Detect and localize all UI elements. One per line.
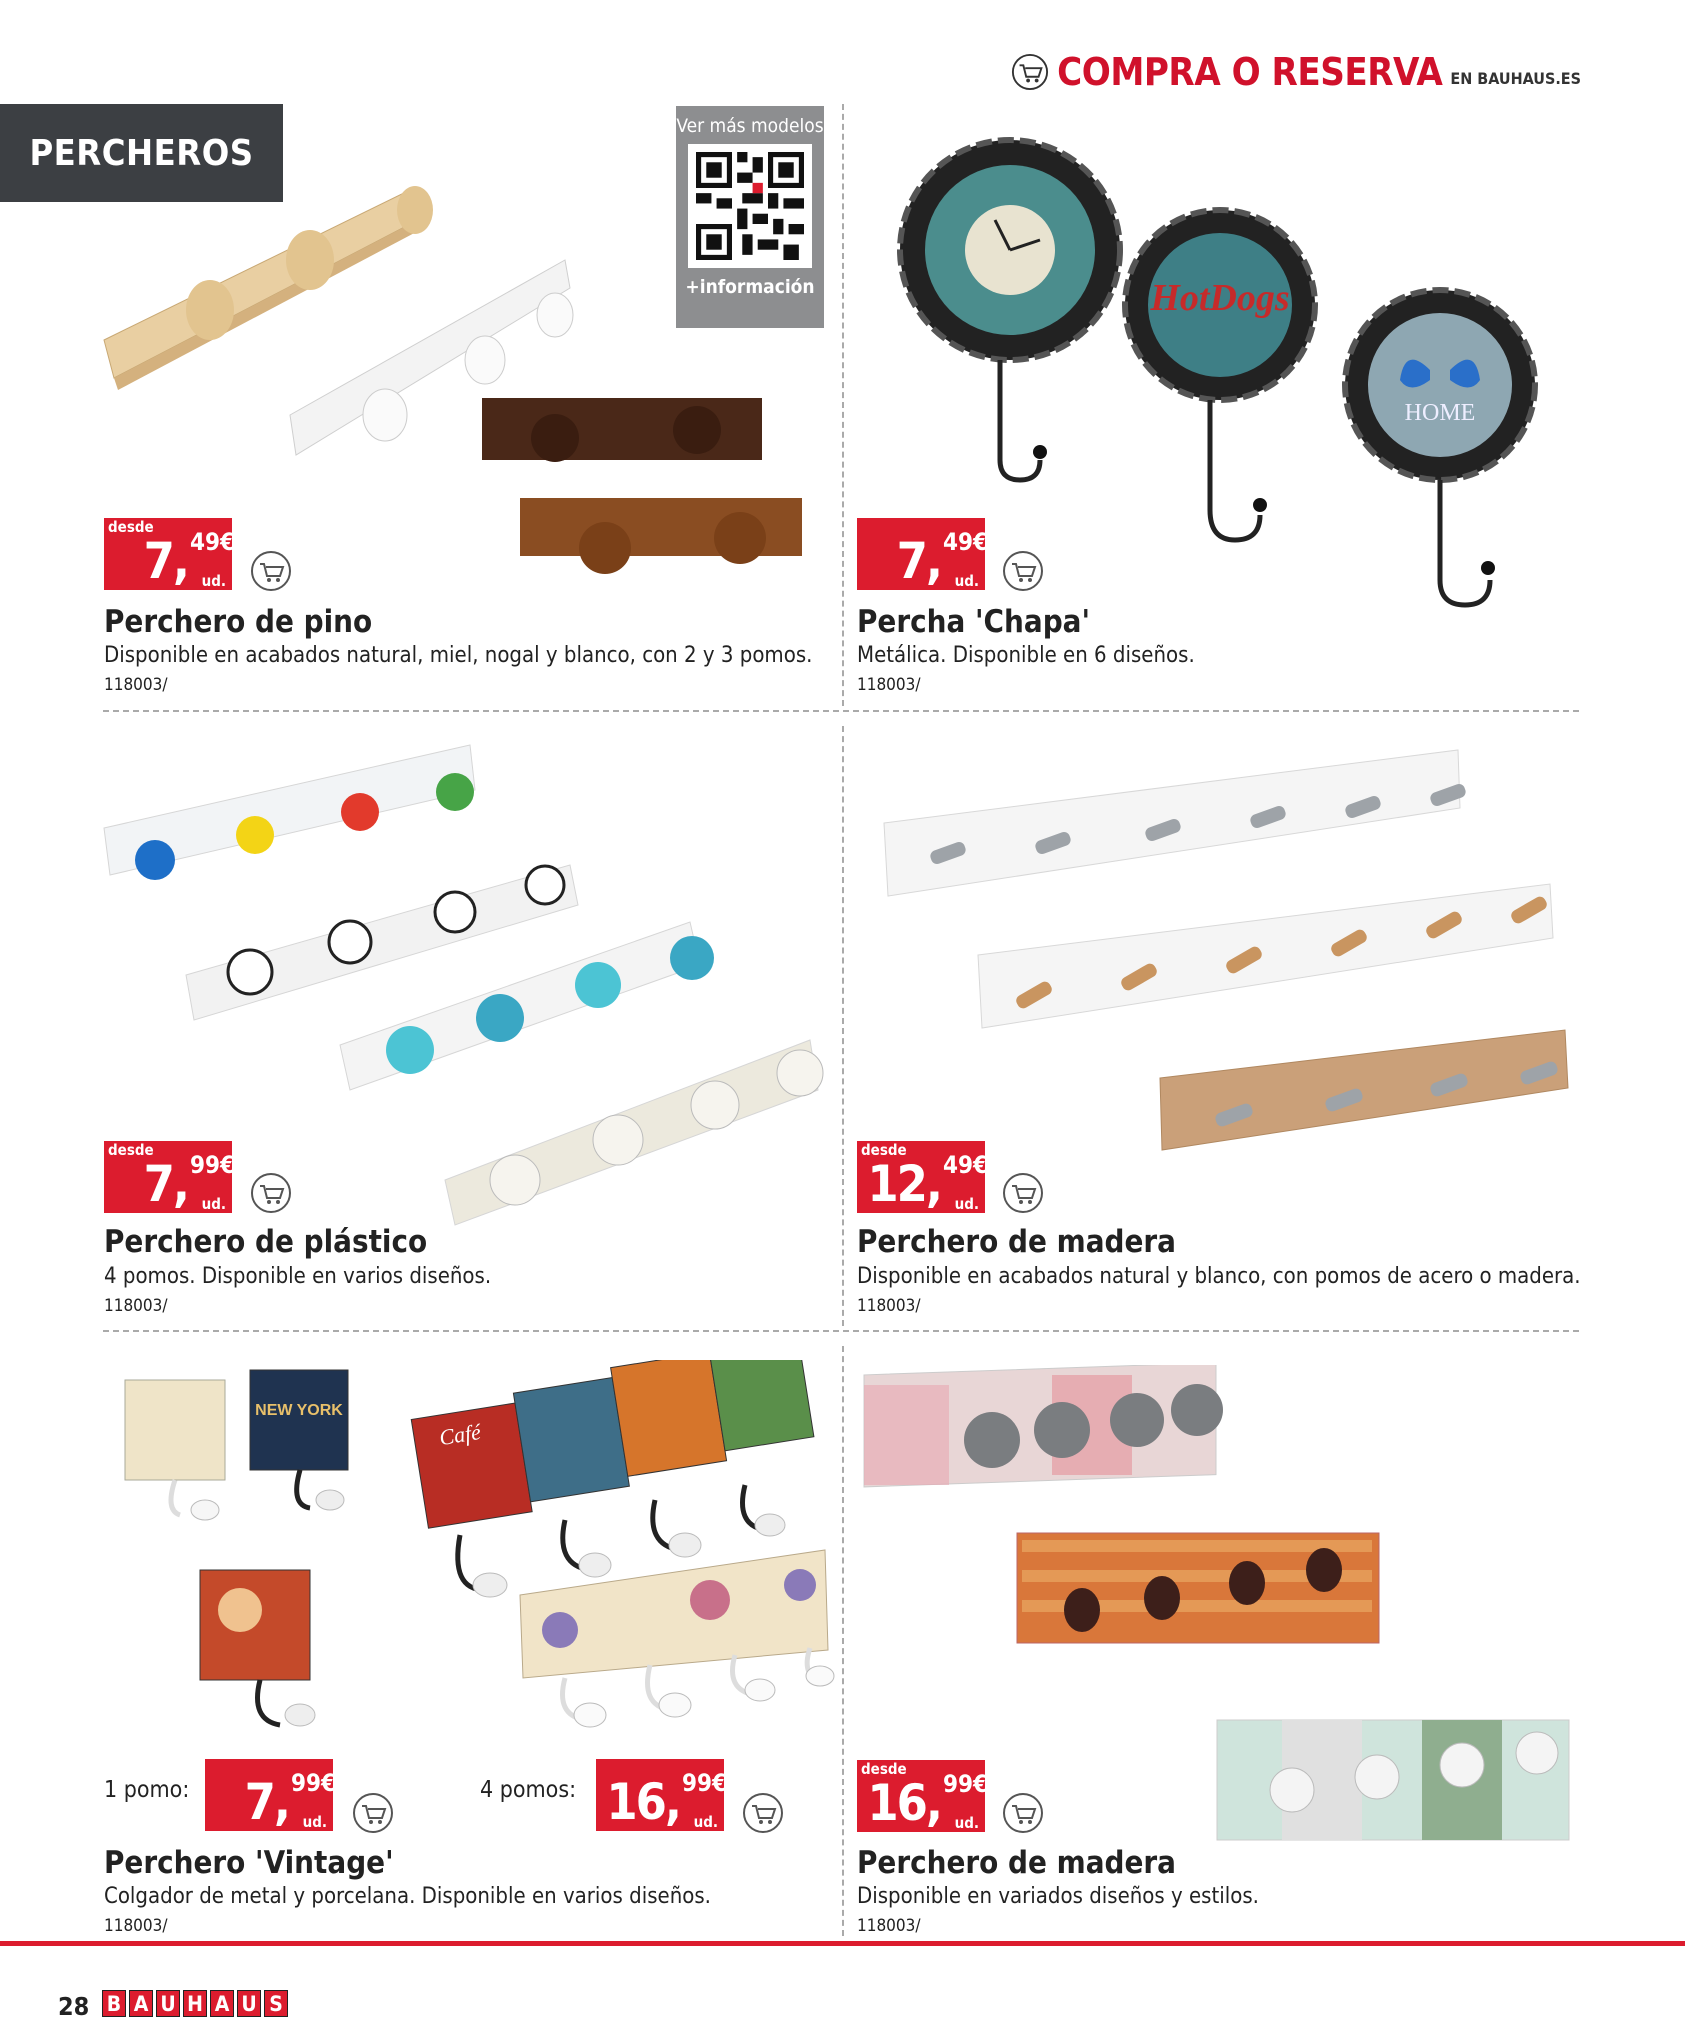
price-integer: 16, bbox=[606, 1773, 680, 1831]
product-title: Perchero de plástico bbox=[104, 1224, 428, 1260]
page-number: 28 bbox=[58, 1992, 90, 2021]
add-to-cart-icon[interactable] bbox=[1002, 550, 1044, 592]
price-tag bbox=[596, 1759, 728, 1831]
product-image-percha-chapa bbox=[890, 130, 1560, 620]
price-decimal: 99€ bbox=[291, 1769, 337, 1797]
svg-text:Café: Café bbox=[437, 1418, 483, 1451]
compra-title: COMPRA O RESERVA bbox=[1057, 50, 1443, 94]
product-code: 118003/ bbox=[104, 1916, 168, 1936]
price-tag bbox=[857, 518, 989, 590]
cart-icon bbox=[1011, 53, 1049, 91]
product-image-perchero-madera bbox=[880, 748, 1580, 1158]
divider-vertical bbox=[842, 1346, 844, 1936]
section-title: PERCHEROS bbox=[0, 104, 283, 202]
product-code: 118003/ bbox=[857, 675, 921, 695]
product-code: 118003/ bbox=[104, 1296, 168, 1316]
compra-subtitle: EN BAUHAUS.ES bbox=[1450, 68, 1581, 88]
logo-letter: B bbox=[102, 1990, 126, 2017]
price-integer: 7, bbox=[244, 1773, 289, 1831]
price-tag bbox=[104, 1141, 236, 1213]
divider-horizontal bbox=[103, 710, 1579, 712]
add-to-cart-icon[interactable] bbox=[250, 550, 292, 592]
pomo-4-label: 4 pomos: bbox=[480, 1777, 577, 1803]
logo-letter: H bbox=[183, 1990, 207, 2017]
product-title: Perchero de madera bbox=[857, 1845, 1176, 1881]
divider-vertical bbox=[842, 726, 844, 1326]
price-tag bbox=[205, 1759, 337, 1831]
qr-top-text: Ver más modelos bbox=[676, 115, 824, 137]
price-unit: ud. bbox=[201, 1195, 226, 1213]
logo-letter: U bbox=[156, 1990, 180, 2017]
product-description: Disponible en variados diseños y estilos. bbox=[857, 1884, 1259, 1909]
add-to-cart-icon[interactable] bbox=[352, 1792, 394, 1834]
price-unit: ud. bbox=[302, 1813, 327, 1831]
logo-letter: A bbox=[129, 1990, 153, 2017]
add-to-cart-icon[interactable] bbox=[250, 1172, 292, 1214]
logo-letter: U bbox=[237, 1990, 261, 2017]
qr-info-link[interactable]: +información bbox=[685, 276, 815, 298]
price-tag bbox=[857, 1760, 989, 1832]
product-image-perchero-vintage bbox=[120, 1360, 840, 1760]
divider-vertical bbox=[842, 104, 844, 706]
price-decimal: 99€ bbox=[943, 1770, 989, 1798]
price-unit: ud. bbox=[954, 1195, 979, 1213]
bauhaus-logo bbox=[102, 1990, 288, 2017]
product-title: Perchero 'Vintage' bbox=[104, 1845, 394, 1881]
price-decimal: 49€ bbox=[190, 528, 236, 556]
price-desde: desde bbox=[861, 1760, 907, 1778]
price-desde: desde bbox=[108, 1141, 154, 1159]
price-desde: desde bbox=[861, 1141, 907, 1159]
price-integer: 12, bbox=[867, 1155, 941, 1213]
svg-text:HOME: HOME bbox=[1404, 400, 1476, 426]
price-decimal: 49€ bbox=[943, 528, 989, 556]
product-code: 118003/ bbox=[857, 1916, 921, 1936]
product-description: Metálica. Disponible en 6 diseños. bbox=[857, 643, 1195, 668]
add-to-cart-icon[interactable] bbox=[1002, 1172, 1044, 1214]
svg-text:HotDogs: HotDogs bbox=[1150, 277, 1290, 319]
add-to-cart-icon[interactable] bbox=[742, 1792, 784, 1834]
price-desde: desde bbox=[108, 518, 154, 536]
add-to-cart-icon[interactable] bbox=[1002, 1792, 1044, 1834]
divider-horizontal bbox=[103, 1330, 1579, 1332]
price-unit: ud. bbox=[954, 572, 979, 590]
logo-letter: A bbox=[210, 1990, 234, 2017]
price-tag bbox=[104, 518, 236, 590]
product-description: Colgador de metal y porcelana. Disponible en varios diseños. bbox=[104, 1884, 711, 1909]
product-description: 4 pomos. Disponible en varios diseños. bbox=[104, 1264, 492, 1289]
logo-letter: S bbox=[264, 1990, 288, 2017]
compra-banner[interactable] bbox=[1011, 50, 1581, 94]
product-description: Disponible en acabados natural y blanco, con pomos de acero o madera. bbox=[857, 1264, 1581, 1289]
pomo-1-label: 1 pomo: bbox=[104, 1777, 190, 1803]
price-integer: 7, bbox=[143, 1155, 188, 1213]
price-unit: ud. bbox=[201, 572, 226, 590]
product-code: 118003/ bbox=[857, 1296, 921, 1316]
footer-rule bbox=[0, 1941, 1685, 1946]
price-decimal: 99€ bbox=[190, 1151, 236, 1179]
price-integer: 7, bbox=[143, 532, 188, 590]
product-code: 118003/ bbox=[104, 675, 168, 695]
product-description: Disponible en acabados natural, miel, nogal y blanco, con 2 y 3 pomos. bbox=[104, 643, 813, 668]
price-unit: ud. bbox=[954, 1814, 979, 1832]
price-integer: 16, bbox=[867, 1774, 941, 1832]
price-decimal: 49€ bbox=[943, 1151, 989, 1179]
svg-text:NEW YORK: NEW YORK bbox=[255, 1402, 343, 1419]
price-tag bbox=[857, 1141, 989, 1213]
product-title: Percha 'Chapa' bbox=[857, 604, 1091, 640]
price-decimal: 99€ bbox=[682, 1769, 728, 1797]
price-unit: ud. bbox=[693, 1813, 718, 1831]
price-integer: 7, bbox=[896, 532, 941, 590]
product-title: Perchero de madera bbox=[857, 1224, 1176, 1260]
product-title: Perchero de pino bbox=[104, 604, 373, 640]
